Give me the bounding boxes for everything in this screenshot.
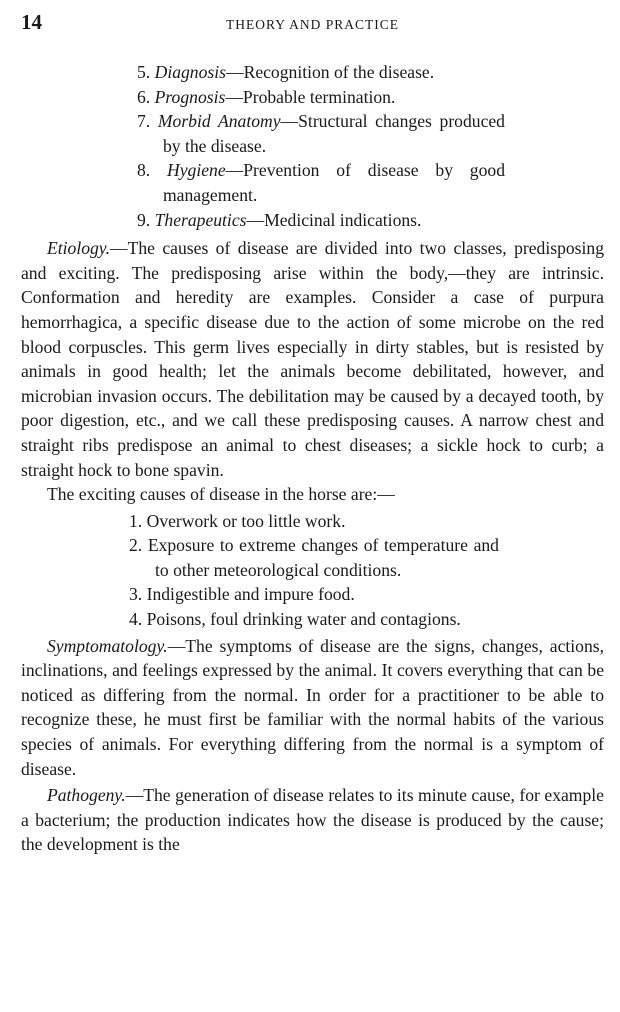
list-term: Therapeutics — [154, 209, 247, 230]
running-head: THEORY AND PRACTICE — [225, 17, 399, 32]
section-term: Pathogeny. — [47, 785, 126, 806]
section-term: Symptomatology. — [47, 635, 168, 656]
pathogeny-paragraph: Pathogeny.—The generation of disease relates to its minute cause, for example a bacterium; the production indicates how the disease is produced by the cause; the development is the — [21, 785, 604, 855]
list-item: 5. Diagnosis—Recognition of the disease. — [137, 62, 435, 82]
section-term: Etiology. — [47, 238, 111, 259]
list-item: 4. Poisons, foul drinking water and contagions. — [129, 609, 461, 630]
list-item: 8. Hygiene—Prevention of disease by good management. — [137, 160, 505, 205]
list-term: Prognosis — [154, 86, 226, 107]
exciting-causes-list — [117, 509, 499, 632]
list-item: 3. Indigestible and impure food. — [129, 584, 355, 605]
list-item: 9. Therapeutics—Medicinal indications. — [137, 209, 422, 230]
page-header — [21, 10, 604, 34]
list-term: Diagnosis — [154, 62, 226, 82]
symptomatology-paragraph: Symptomatology.—The symptoms of disease are the signs, changes, actions, inclinations, and feelings expressed by the animal. It covers everything that can be noticed as differing from the normal. In order for a practitioner to be able to recognize these, he must first be familiar with the normal habits of the various species of animals. For everything differing from the normal is a symptom of disease. — [21, 635, 604, 779]
section-list-continued — [123, 60, 505, 232]
list-item: 1. Overwork or too little work. — [129, 510, 346, 531]
page-body — [21, 60, 604, 857]
list-term: Morbid Anatomy — [157, 111, 281, 132]
page-number: 14 — [21, 10, 42, 34]
list-item: 2. Exposure to extreme changes of temperature and to other meteorological conditions. — [129, 535, 499, 580]
list-item: 6. Prognosis—Probable termination. — [137, 86, 396, 107]
list-item: 7. Morbid Anatomy—Structural changes produced by the disease. — [137, 111, 505, 156]
etiology-paragraph: Etiology.—The causes of disease are divided into two classes, predisposing and exciting. The predisposing arise within the body,—they are intrinsic. Conformation and heredity are examples. Consider a case of purpura hemorrhagica, a specific disease due to the action of some microbe on the red blood corpuscles. This germ lives especially in dirty stables, but is resisted by animals in good health; let the animals become debilitated, however, and microbian invasion occurs. The debilitation may be caused by a decayed tooth, by poor digestion, etc., and we call these predisposing causes. A narrow chest and straight ribs predispose an animal to chest diseases; a sickle hock to curb; a straight hock to bone spavin. — [21, 238, 604, 480]
exciting-causes-intro: The exciting causes of disease in the horse are:— — [47, 484, 395, 505]
list-term: Hygiene — [167, 160, 226, 181]
